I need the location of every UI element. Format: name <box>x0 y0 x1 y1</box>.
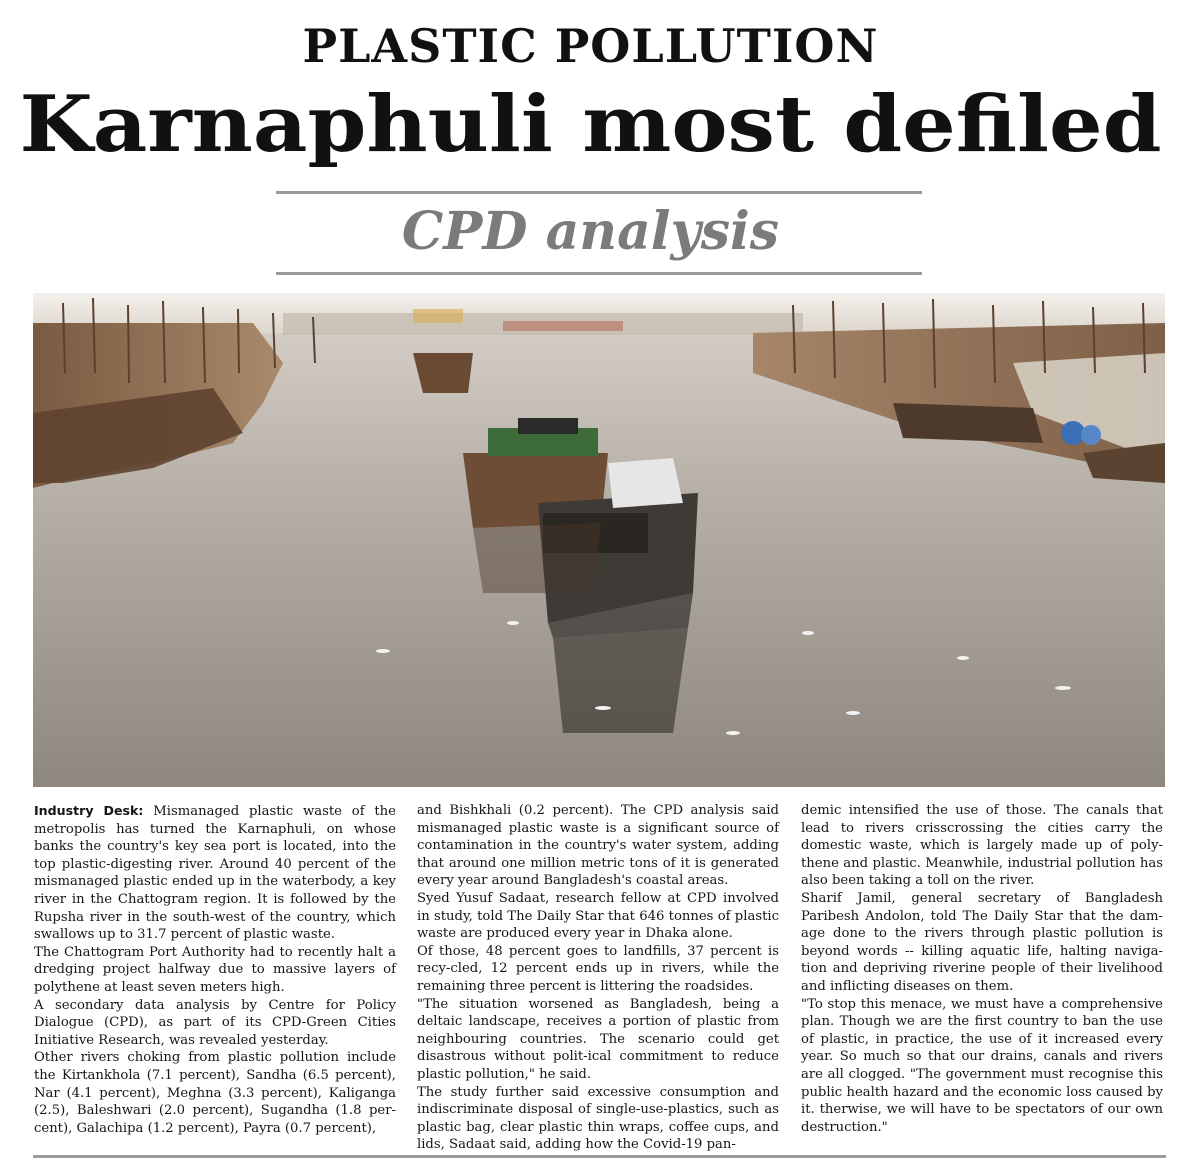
paragraph: Sharif Jamil, general secretary of Bangladesh Paribesh Andolon, told The Daily Star that the dam-age done to the rivers through plastic pollution is beyond words -- killing aquatic life, halting naviga-tion and depriving riverine people of their livelihood and inflicting diseases on them. <box>801 890 1163 994</box>
article-column-1 <box>34 802 396 1137</box>
headline: Karnaphuli most defiled <box>19 79 1162 170</box>
paragraph: "The situation worsened as Bangladesh, being a deltaic landscape, receives a portion of plastic from neighbouring countries. The scenario could get disastrous without polit-ical commitment to reduce plastic pollution," he said. <box>417 996 779 1082</box>
paragraph: and Bishkhali (0.2 percent). The CPD analysis said mismanaged plastic waste is a significant source of contamination in the country's water system, adding that around one million metric tons of it is generated every year around Bangladesh's coastal areas. <box>417 803 779 889</box>
paragraph: "To stop this menace, we must have a comprehensive plan. Though we are the first country to ban the use of plastic, in practice, the use of it increased every year. So much so that our drains, canals and rivers are all clogged. "The government must recognise this public health hazard and the economic loss caused by it. therwise, we will have to be spectators of our own destruction." <box>801 996 1163 1135</box>
deck: CPD analysis <box>401 201 780 262</box>
divider-top <box>276 191 922 194</box>
paragraph: demic intensified the use of those. The canals that lead to rivers crisscrossing the cities carry the domestic waste, which is largely made up of poly-thene and plastic. Meanwhile, industrial pollution has also been taking a toll on the river. <box>801 803 1163 889</box>
byline: Industry Desk: <box>34 803 144 818</box>
divider-bottom <box>276 272 922 275</box>
paragraph: A secondary data analysis by Centre for Policy Dialogue (CPD), as part of its CPD-Green Cities Initiative Research, was revealed yesterday. <box>34 997 396 1048</box>
paragraph: The Chattogram Port Authority had to recently halt a dredging project halfway due to massive layers of polythene at least seven meters high. <box>34 944 396 995</box>
paragraph: Of those, 48 percent goes to landfills, 37 percent is recy-cled, 12 percent ends up in rivers, while the remaining three percent is littering the roadsides. <box>417 943 779 994</box>
paragraph: The study further said excessive consumption and indiscriminate disposal of single-use-plastics, such as plastic bag, clear plastic thin wraps, coffee cups, and lids, Sadaat said, adding how the Covid-19 pan- <box>417 1084 779 1153</box>
article-column-2 <box>417 802 779 1154</box>
paragraph: Other rivers choking from plastic pollution include the Kirtankhola (7.1 percent), Sandha (6.5 percent), Nar (4.1 percent), Meghna (3.3 percent), Kaliganga (2.5), Baleshwari (2.0 percent), Sugandha (1.8 per-cent), Galachipa (1.2 percent), Payra (0.7 percent), <box>34 1050 396 1136</box>
river-boats-photo <box>33 293 1165 787</box>
paragraph: Industry Desk: Mismanaged plastic waste of the metropolis has turned the Karnaphuli, on whose banks the country's key sea port is located, into the top plastic-digesting river. Around 40 percent of the mismanaged plastic ended up in the waterbody, a key river in the Chattogram region. It is followed by the Rupsha river in the south-west of the country, which swallows up to 31.7 percent of plastic waste. <box>34 803 396 943</box>
kicker: PLASTIC POLLUTION <box>302 19 879 73</box>
divider-footer <box>33 1155 1166 1158</box>
paragraph: Syed Yusuf Sadaat, research fellow at CPD involved in study, told The Daily Star that 646 tonnes of plastic waste are produced every year in Dhaka alone. <box>417 890 779 942</box>
article-body <box>0 802 1181 1153</box>
article-column-3 <box>801 802 1163 1136</box>
